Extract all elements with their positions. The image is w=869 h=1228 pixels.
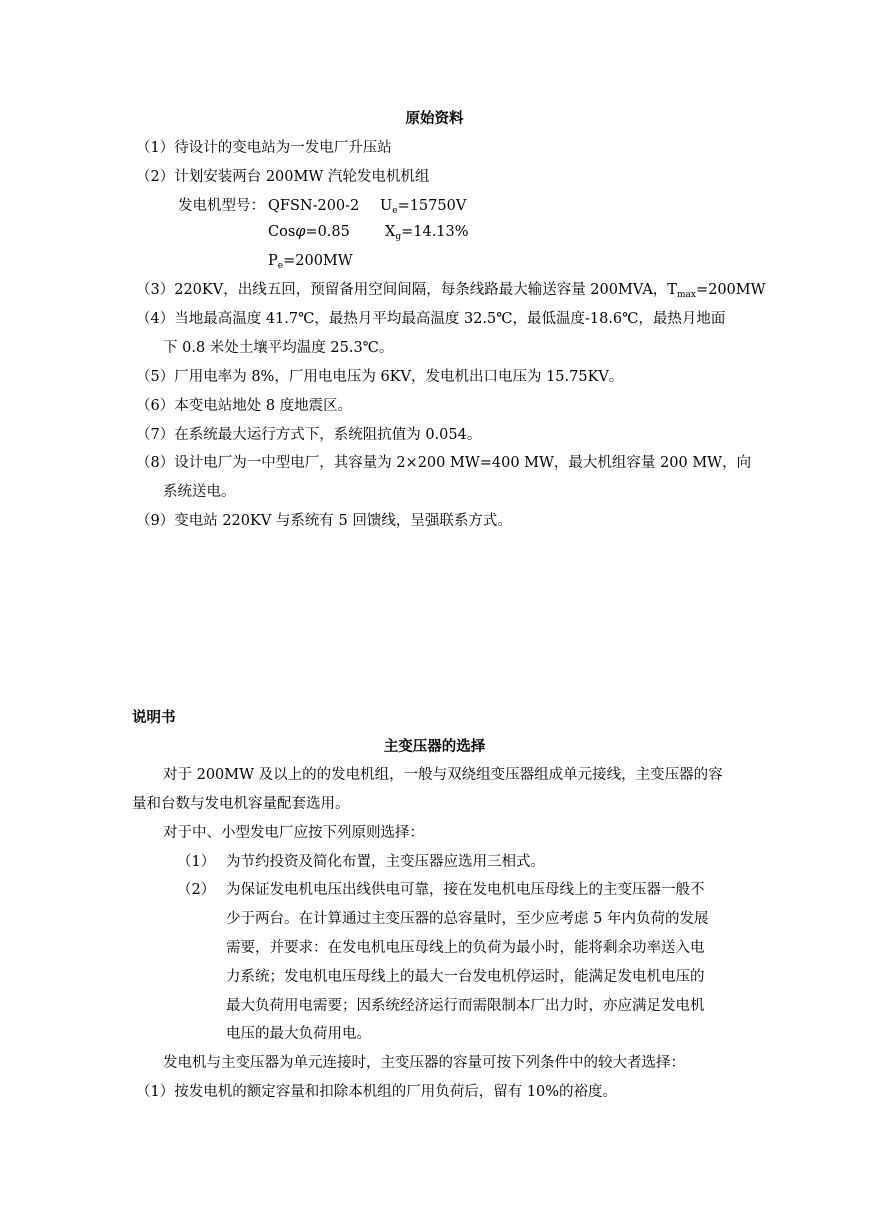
rule-number: （2） [177,882,216,898]
reactance: $X_g=14.13\%$ [385,224,469,242]
generator-model-label: 发电机型号： [178,198,265,214]
rule-text: 最大负荷用电需要；因系统经济运行而需限制本厂出力时，亦应满足发电机 [226,998,705,1014]
section-heading-manual: 说明书 [132,709,176,726]
paragraph-line: 对于中、小型发电厂应按下列原则选择： [163,825,424,841]
list-item: （4）当地最高温度 41.7℃，最热月平均最高温度 32.5℃，最低温度-18.6℃，最热月地面 [136,311,726,327]
section-title-raw-data: 原始资料 [405,110,464,127]
list-item: （3）220KV，出线五回，预留备用空间间隔，每条线路最大输送容量 200MVA，$T_{max}=200MW$ [136,282,766,300]
rule-text: 为节约投资及简化布置，主变压器应选用三相式。 [226,854,545,870]
list-item: （2）计划安装两台 200MW 汽轮发电机机组 [136,169,430,185]
list-item: （8）设计电厂为一中型电厂，其容量为 2×200 MW=400 MW，最大机组容量 200 MW，向 [136,455,752,471]
list-item: （7）在系统最大运行方式下，系统阻抗值为 0.054。 [136,427,482,443]
generator-model-value: QFSN-200-2 [268,198,360,214]
paragraph-line: 对于 200MW 及以上的的发电机组，一般与双绕组变压器组成单元接线，主变压器的容 [163,767,723,783]
list-item: （1）按发电机的额定容量和扣除本机组的厂用负荷后，留有 10%的裕度。 [136,1084,618,1100]
rule-text: 需要，并要求：在发电机电压母线上的负荷为最小时，能将剩余功率送入电 [226,940,705,956]
paragraph-line: 量和台数与发电机容量配套选用。 [132,796,350,812]
power-factor: Cosφ=0.85 [268,224,350,240]
section-title-main-transformer: 主变压器的选择 [383,738,486,755]
list-item: （9）变电站 220KV 与系统有 5 回馈线，呈强联系方式。 [136,513,512,529]
paragraph-line: 发电机与主变压器为单元连接时，主变压器的容量可按下列条件中的较大者选择： [163,1055,685,1071]
list-item-continuation: 下 0.8 米处土壤平均温度 25.3℃。 [163,340,394,356]
rated-power: $P_e=200MW$ [268,253,353,271]
list-item: （5）厂用电率为 8%，厂用电电压为 6KV，发电机出口电压为 15.75KV。 [136,369,624,385]
rule-text: 力系统；发电机电压母线上的最大一台发电机停运时，能满足发电机电压的 [226,969,705,985]
list-item: （1）待设计的变电站为一发电厂升压站 [136,140,392,156]
rule-number: （1） [177,854,216,870]
rule-text: 为保证发电机电压出线供电可靠，接在发电机电压母线上的主变压器一般不 [226,882,705,898]
rule-text: 少于两台。在计算通过主变压器的总容量时，至少应考虑 5 年内负荷的发展 [226,911,709,927]
list-item: （6）本变电站地处 8 度地震区。 [136,398,353,414]
list-item-continuation: 系统送电。 [163,484,236,500]
rule-text: 电压的最大负荷用电。 [226,1026,371,1042]
rated-voltage: $U_e=15750V$ [380,198,467,216]
